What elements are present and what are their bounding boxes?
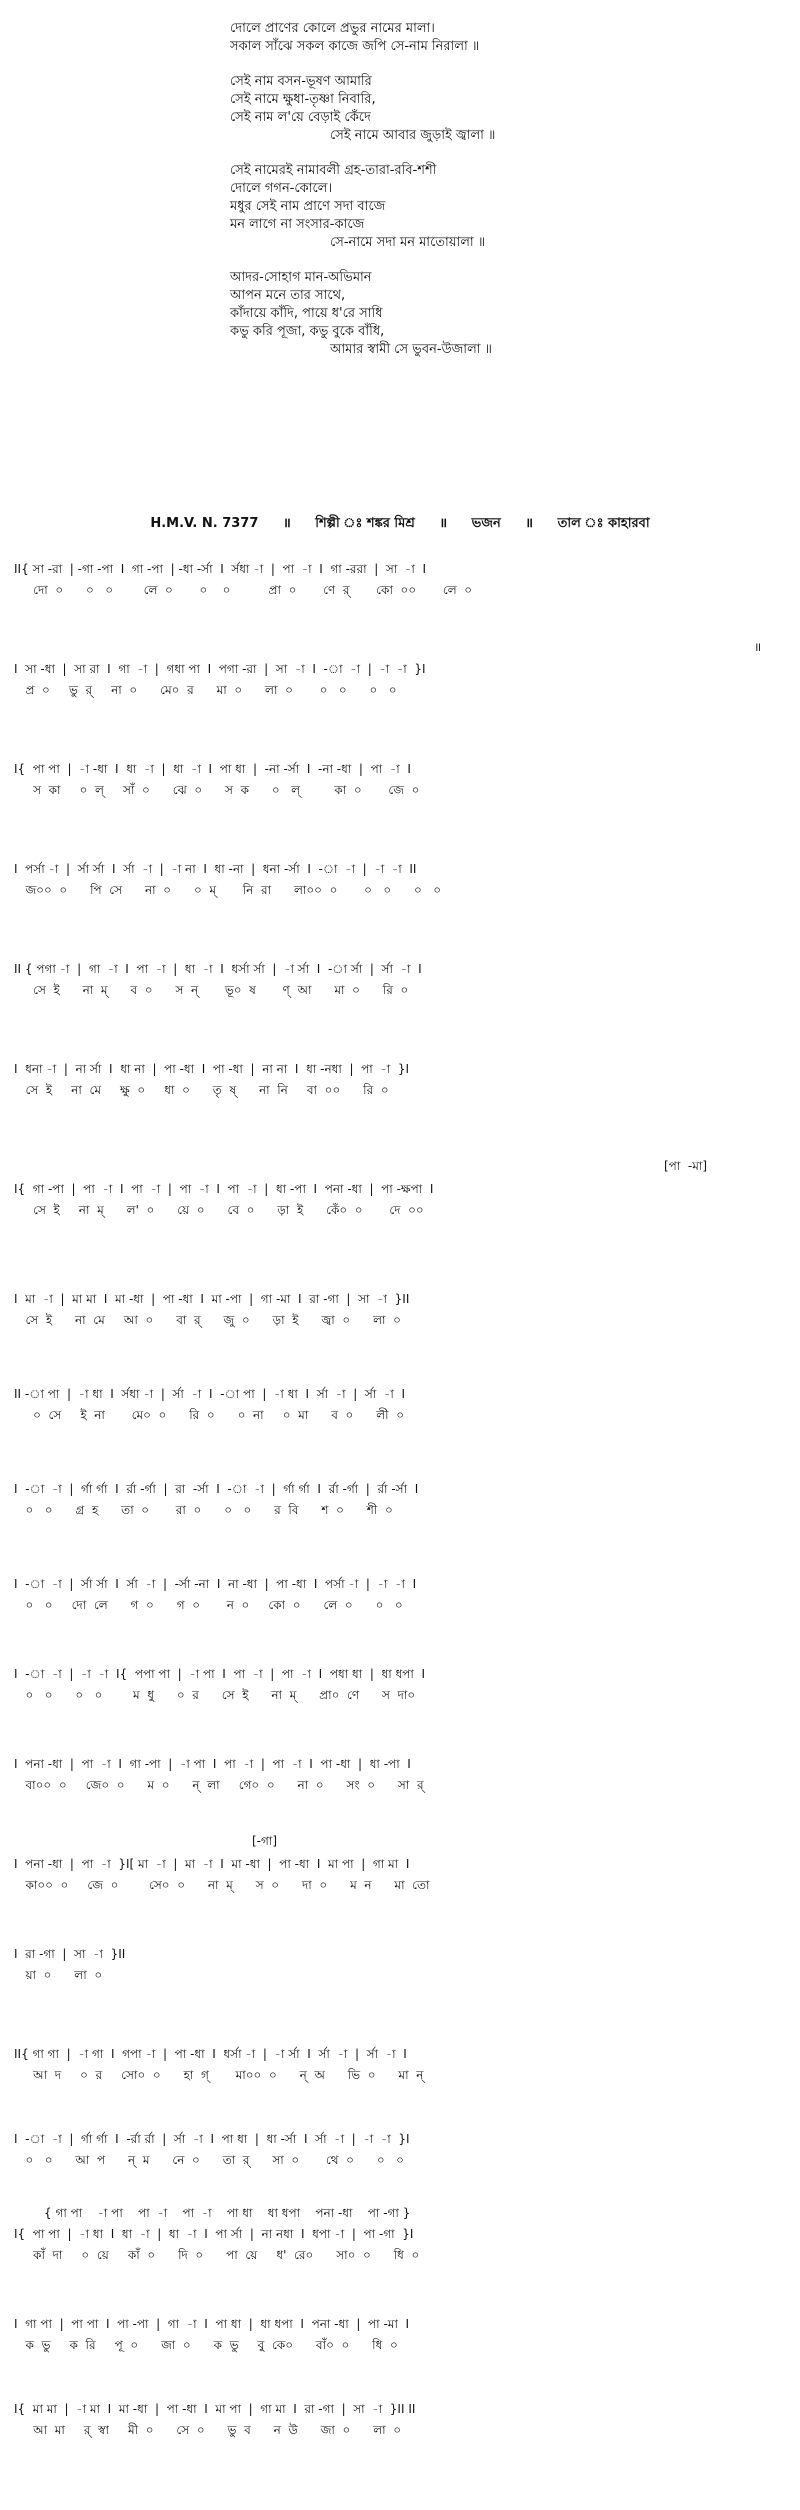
swara-line: II -া পা | -া ধা I র্সধা -া | র্সা -া I -া পা | -া ধা I র্সা -া | র্সা -া I	[14, 1387, 405, 1401]
lyrics-stanza-4	[230, 269, 750, 359]
swara-line: I -া -া | র্গা র্গা I র্রা -র্গা | রা -র্সা I -া -া | র্গা র্গা I র্রা -র্গা | র্রা -র্সা I	[14, 1482, 419, 1496]
lyric-line: আদর-সোহাগ মান-অভিমান	[230, 270, 372, 285]
swara-line: I পনা -ধা | পা -া I গা -পা | -া পা I পা -া | পা -া I পা -ধা | ধা -পা I	[14, 1757, 411, 1771]
lyric-line: দোলে গগন-কোলে।	[230, 181, 333, 196]
syllable-line: দো ০ ০ ০ লে ০ ০ ০ প্রা ০ ণে র্ কো ০০ লে ০	[14, 583, 473, 597]
lyric-line: সেই নামেরই নামাবলী গ্রহ-তারা-রবি-শশী	[230, 163, 437, 178]
swara-line: I{ পা পা | -া -ধা I ধা -া | ধা -া I পা ধা | -না -র্সা I -না -ধা | পা -া I	[14, 762, 411, 776]
lyric-line: মধুর সেই নাম প্রাণে সদা বাজে	[230, 199, 386, 214]
syllable-line: য়া ০ লা ০	[14, 1968, 103, 1982]
separator: ॥	[525, 516, 534, 531]
notation-row	[14, 1060, 774, 1099]
lyric-line: সেই নাম বসন-ভূষণ আমারি	[230, 74, 372, 89]
notation-variant: [পা -মা]	[664, 1159, 708, 1173]
notation-row	[14, 2315, 774, 2354]
swara-line: I সা -ধা | সা রা I গা -া | গধা পা I পগা -রা | সা -া I -া -া | -া -া }I	[14, 662, 426, 676]
record-info	[0, 513, 800, 535]
swara-line: II{ গা গা | -া গা I গপা -া | পা -ধা I ধর্সা -া | -া র্সা I র্সা -া | র্সা -া I	[14, 2047, 407, 2061]
syllable-line: ০ ০ দো লে গ ০ গ ০ ন ০ কো ০ লে ০ ০ ০	[14, 1598, 403, 1612]
notation-row	[14, 760, 774, 799]
swara-line: I ধনা -া | না র্সা I ধা না | পা -ধা I পা -ধা | না না I ধা -নধা | পা -া }I	[14, 1062, 410, 1076]
syllable-line: বা০০ ০ জে০ ০ ম ০ ন্ লা গে০ ০ না ০ সং ০ সা র্	[14, 1778, 424, 1792]
swara-line: I -া -া | র্সা র্সা I র্সা -া | -র্সা -না I না -ধা | পা -ধা I পর্সা -া | -া -া I	[14, 1577, 417, 1591]
syllable-line: ০ ০ ০ ০ ম ধু ০ র সে ই না ম্ প্রা০ ণে স দা০	[14, 1688, 416, 1702]
separator: ॥	[439, 516, 448, 531]
notation-row	[14, 1945, 774, 1984]
notation-row	[14, 1480, 774, 1519]
notation-row	[14, 1385, 774, 1424]
lyric-line: আমার স্বামী সে ভুবন-উজালা ॥	[330, 342, 493, 357]
lyric-line: দোলে প্রাণের কোলে প্রভুর নামের মালা।	[230, 21, 435, 36]
syllable-line: ০ ০ গ্র হ তা ০ রা ০ ০ ০ র বি শ ০ শী ০	[14, 1503, 393, 1517]
notation-row	[14, 2130, 774, 2169]
swara-line: I মা -া | মা মা I মা -ধা | পা -ধা I মা -পা | গা -মা I রা -গা | সা -া }II	[14, 1292, 410, 1306]
notation-row	[14, 1575, 774, 1614]
syllable-line: সে ই না মে ক্ষু ০ ধা ০ তৃ ষ্ না নি বা ০০ রি ০	[14, 1083, 389, 1097]
lyrics-stanza-1	[230, 20, 750, 56]
swara-line: II { পগা -া | গা -া I পা -া | ধা -া I ধর্সা র্সা | -া র্সা I -া র্সা | র্সা -া I	[14, 962, 422, 976]
swara-line: I{ গা -পা | পা -া I পা -া | পা -া I পা -া | ধা -পা I পনা -ধা | পা -ক্ষপা I	[14, 1182, 434, 1196]
song-lyrics	[230, 20, 750, 376]
lyric-line: কাঁদায়ে কাঁদি, পায়ে ধ'রে সাধি	[230, 306, 383, 321]
lyric-line: সেই নামে আবার জুড়াই জ্বালা ॥	[330, 128, 496, 143]
syllable-line: স কা ০ ল্ সাঁ ০ ঝে ০ স ক ০ ল্ কা ০ জে ০	[14, 783, 420, 797]
notation-row	[14, 1834, 774, 1894]
swara-line: I গা পা | পা পা I পা -পা | গা -া I পা ধা | ধা ধপা I পনা -ধা | পা -মা I	[14, 2317, 410, 2331]
lyric-line: কভু করি পূজা, কভু বুকে বাঁধি,	[230, 324, 385, 339]
lyrics-stanza-2	[230, 73, 750, 145]
lyric-line: সকাল সাঁঝে সকল কাজে জপি সে-নাম নিরালা ॥	[230, 39, 480, 54]
notation-row	[14, 2045, 774, 2084]
lyric-line: আপন মনে তার সাথে,	[230, 288, 346, 303]
taal-name: তাল ঃ কাহারবা	[557, 516, 650, 531]
notation-variant: [-গা]	[252, 1834, 278, 1848]
lyric-line: মন লাগে না সংসার-কাজে	[230, 217, 365, 232]
separator: ॥	[282, 516, 291, 531]
syllable-line: ০ সে ই না মে০ ০ রি ০ ০ না ০ মা ব ০ লী ০	[14, 1408, 404, 1422]
notation-variant: ॥	[754, 640, 762, 654]
swara-line: I{ পা পা | -া ধা I ধা -া | ধা -া I পা র্সা | না নধা I ধপা -া | পা -গা }I	[14, 2227, 414, 2241]
record-number: H.M.V. N. 7377	[150, 516, 259, 531]
syllable-line: আ দ ০ র সো০ ০ হা গ্ মা০০ ০ ন্ অ ভি ০ মা ন্	[14, 2068, 424, 2082]
notation-row	[14, 960, 774, 999]
swara-line: I পনা -ধা | পা -া }I[ মা -া | মা -া I মা -ধা | পা -ধা I মা পা | গা মা I	[14, 1857, 410, 1871]
artist-name: শিল্পী ঃ শঙ্কর মিশ্র	[315, 516, 415, 531]
song-genre: ভজন	[471, 516, 501, 531]
syllable-line: সে ই না ম্ ল' ০ য়ে ০ বে ০ ড়া ই কেঁ০ ০ দে ০০	[14, 1203, 424, 1217]
syllable-line: আ মা র্ স্বা মী ০ সে ০ ভু ব ন উ জা ০ লা ০	[14, 2423, 402, 2437]
notation-row	[14, 1290, 774, 1329]
swara-line: I পর্সা -া | র্সা র্সা I র্সা -া | -া না I ধা -না | ধনা -র্সা I -া -া | -া -া II	[14, 862, 417, 876]
notation-row	[14, 560, 774, 599]
notation-variant: { গা পা -া পা পা -া পা -া পা ধা ধা ধপা পনা -ধা পা -গা }	[44, 2206, 411, 2220]
syllable-line: কাঁ দা ০ য়ে কাঁ ০ দি ০ পা য়ে ধ' রে০ সা০ ০ ধি ০	[14, 2248, 420, 2262]
lyrics-stanza-3	[230, 162, 750, 252]
syllable-line: প্র ০ ভু র্ না ০ মে০ র মা ০ লা ০ ০ ০ ০ ০	[14, 683, 397, 697]
swara-line: II{ সা -রা | -গা -পা I গা -পা | -ধা -র্সা I র্সধা -া | পা -া I গা -ররা | সা -া I	[14, 562, 426, 576]
notation-row	[14, 1755, 774, 1794]
lyric-line: সেই নামে ক্ষুধা-তৃষ্ণা নিবারি,	[230, 92, 376, 107]
notation-row	[14, 2400, 774, 2439]
notation-row	[14, 640, 774, 699]
lyric-line: সেই নাম ল'য়ে বেড়াই কেঁদে	[230, 110, 371, 125]
swara-line: I -া -া | র্গা র্গা I -র্রা র্রা | র্সা -া I পা ধা | ধা -র্সা I র্সা -া | -া -া }I	[14, 2132, 410, 2146]
syllable-line: জ০০ ০ পি সে না ০ ০ ম্ নি রা লা০০ ০ ০ ০ ০ ০	[14, 883, 442, 897]
swara-line: I{ মা মা | -া মা I মা -ধা | পা -ধা I মা পা | গা মা I রা -গা | সা -া }II II	[14, 2402, 416, 2416]
lyric-line: সে-নামে সদা মন মাতোয়ালা ॥	[330, 235, 486, 250]
swara-line: I -া -া | -া -া I{ পপা পা | -া পা I পা -া | পা -া I পধা ধা | ধা ধপা I	[14, 1667, 426, 1681]
notation-row	[14, 1665, 774, 1704]
notation-row	[14, 1159, 774, 1219]
syllable-line: সে ই না মে আ ০ বা র্ জু ০ ড়া ই জ্বা ০ লা ০	[14, 1313, 401, 1327]
notation-row	[14, 2206, 774, 2264]
syllable-line: কা০০ ০ জে ০ সে০ ০ না ম্ স ০ দা ০ ম ন মা তো	[14, 1878, 430, 1892]
swara-line: I রা -গা | সা -া }II	[14, 1947, 126, 1961]
notation-row	[14, 860, 774, 899]
syllable-line: ক ভু ক রি পূ ০ জা ০ ক ভু বু কে০ বাঁ০ ০ ধি ০	[14, 2338, 398, 2352]
syllable-line: ০ ০ আ প ন্ ম নে ০ তা র্ সা ০ থে ০ ০ ০	[14, 2153, 404, 2167]
syllable-line: সে ই না ম্ ব ০ স ন্ ভূ০ ষ ণ্ আ মা ০ রি ০	[14, 983, 409, 997]
